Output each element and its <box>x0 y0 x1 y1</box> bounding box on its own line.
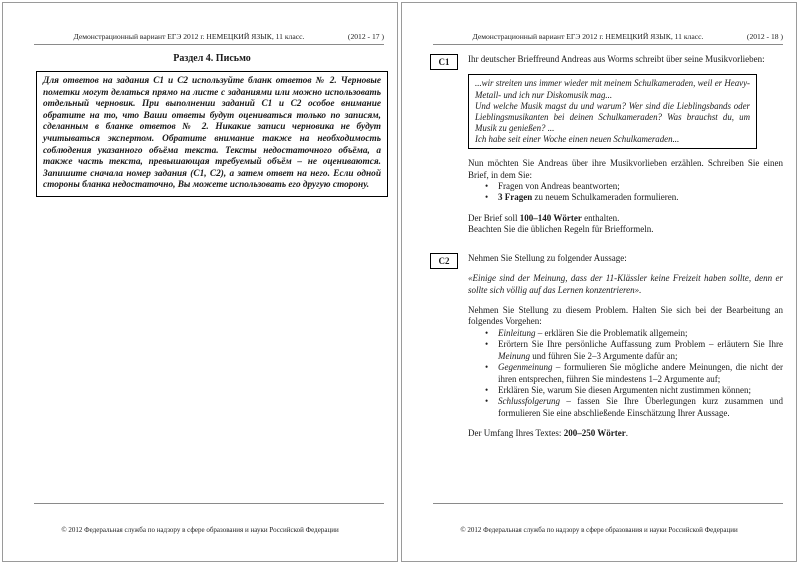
bullet-icon: • <box>485 384 489 395</box>
bullet-text: Erklären Sie, warum Sie diesen Argumenten nicht zustimmen können; <box>498 384 752 395</box>
bullet-text: Schlussfolgerung – fassen Sie Ihre Überlegungen kurz zusammen und formulieren Sie eine abschließende Einschätzung Ihrer Aussage. <box>498 396 783 418</box>
letter-line: Und welche Musik magst du und warum? Wer sind die Lieblingsbands oder Lieblingsmusikanten bei deinen Schulkameraden? Was brauchst du, um Musik zu genießen? ... <box>475 100 750 133</box>
instruction-box: Для ответов на задания С1 и С2 используйте бланк ответов № 2. Черновые пометки могут делаться прямо на листе с заданиями или можно использовать отдельный черновик. При выполнении заданий С1 и С2 особое внимание обратите на то, что Ваши ответы будут оцениваться только по записям, сделанным в бланке ответов № 2. Никакие записи черновика не будут учитываться экспертом. Обратите внимание также на необходимость соблюдения указанного объёма текста. Тексты недостаточного объёма, а также часть текста, превышающая требуемый объём – не оцениваются. Запишите сначала номер задания (С1, С2), а затем ответ на него. Если одной стороны бланка недостаточно, Вы можете использовать его другую сторону. <box>36 71 388 197</box>
bullet-text: Gegenmeinung – formulieren Sie mögliche andere Meinungen, die nicht der ihren entsprechen, führen Sie mindestens 1–2 Argumente auf; <box>498 362 783 384</box>
page-left <box>2 2 398 562</box>
bullet-text: Fragen von Andreas beantworten; <box>498 181 620 192</box>
task-c1-label: C1 <box>430 54 458 70</box>
bullet-icon: • <box>485 362 489 373</box>
page-left-header <box>34 32 384 45</box>
bullet-text: Einleitung – erklären Sie die Problematik allgemein; <box>498 327 688 338</box>
page-right-header <box>433 32 783 45</box>
list-item <box>468 385 783 396</box>
letter-line: Ich habe seit einer Woche einen neuen Schulkameraden... <box>475 134 680 145</box>
list-item <box>468 362 783 385</box>
task-c2-intro: Nehmen Sie Stellung zu folgender Aussage: <box>468 252 627 263</box>
bullet-icon: • <box>485 327 489 338</box>
list-item <box>468 396 783 419</box>
bullet-text: 3 Fragen zu neuem Schulkameraden formulieren. <box>498 192 679 203</box>
page-left-content <box>3 53 397 197</box>
bullet-icon: • <box>485 339 489 350</box>
bullet-icon: • <box>485 396 489 407</box>
list-item <box>468 339 783 362</box>
footer-rule <box>34 503 384 504</box>
header-page-number: (2012 - 18 ) <box>746 32 783 41</box>
section-title: Раздел 4. Письмо <box>173 53 251 64</box>
header-page-number: (2012 - 17 ) <box>347 32 384 41</box>
statement-quote: «Einige sind der Meinung, dass der 11-Klässler keine Freizeit haben sollte, denn er sollte sich völlig auf das Lernen konzentrieren». <box>468 273 783 295</box>
footer-copyright: © 2012 Федеральная служба по надзору в сфере образования и науки Российской Федерации <box>61 526 339 534</box>
list-item <box>468 181 783 192</box>
letter-line: ...wir streiten uns immer wieder mit meinem Schulkameraden, weil er Heavy-Metall- und ich nur Diskomusik mag... <box>475 78 750 100</box>
header-title: Демонстрационный вариант ЕГЭ 2012 г. НЕМЕЦКИЙ ЯЗЫК, 11 класс. <box>472 32 704 41</box>
header-title: Демонстрационный вариант ЕГЭ 2012 г. НЕМЕЦКИЙ ЯЗЫК, 11 класс. <box>73 32 305 41</box>
task-c2-label: C2 <box>430 253 458 269</box>
page-right-content <box>402 54 796 440</box>
list-item <box>468 192 783 203</box>
task-c1-intro: Ihr deutscher Brieffreund Andreas aus Worms schreibt über seine Musikvorlieben: <box>468 54 765 64</box>
page-right <box>401 2 797 562</box>
text-length-line: Der Umfang Ihres Textes: 200–250 Wörter. <box>468 428 629 439</box>
brief-length-line: Der Brief soll 100–140 Wörter enthalten. <box>468 212 620 223</box>
task-c2 <box>431 253 783 440</box>
letter-quote-box <box>468 74 757 149</box>
brief-rules-line: Beachten Sie die üblichen Regeln für Briefformeln. <box>468 224 654 235</box>
task-c1 <box>431 54 783 236</box>
task-c1-task-intro: Nun möchten Sie Andreas über ihre Musikvorlieben erzählen. Schreiben Sie einen Brief, in dem Sie: <box>468 158 783 180</box>
task-c1-body <box>468 54 783 236</box>
bullet-text: Erörtern Sie Ihre persönliche Auffassung zum Problem – erläutern Sie Ihre Meinung und führen Sie 2–3 Argumente dafür an; <box>498 339 783 361</box>
list-item <box>468 328 783 339</box>
task-c2-task-intro: Nehmen Sie Stellung zu diesem Problem. Halten Sie sich bei der Bearbeitung an folgendes Vorgehen: <box>468 304 783 327</box>
bullet-icon: • <box>485 192 489 203</box>
task-c2-body <box>468 253 783 440</box>
footer-rule <box>433 503 783 504</box>
footer-copyright: © 2012 Федеральная служба по надзору в сфере образования и науки Российской Федерации <box>460 526 738 534</box>
bullet-icon: • <box>485 181 489 192</box>
